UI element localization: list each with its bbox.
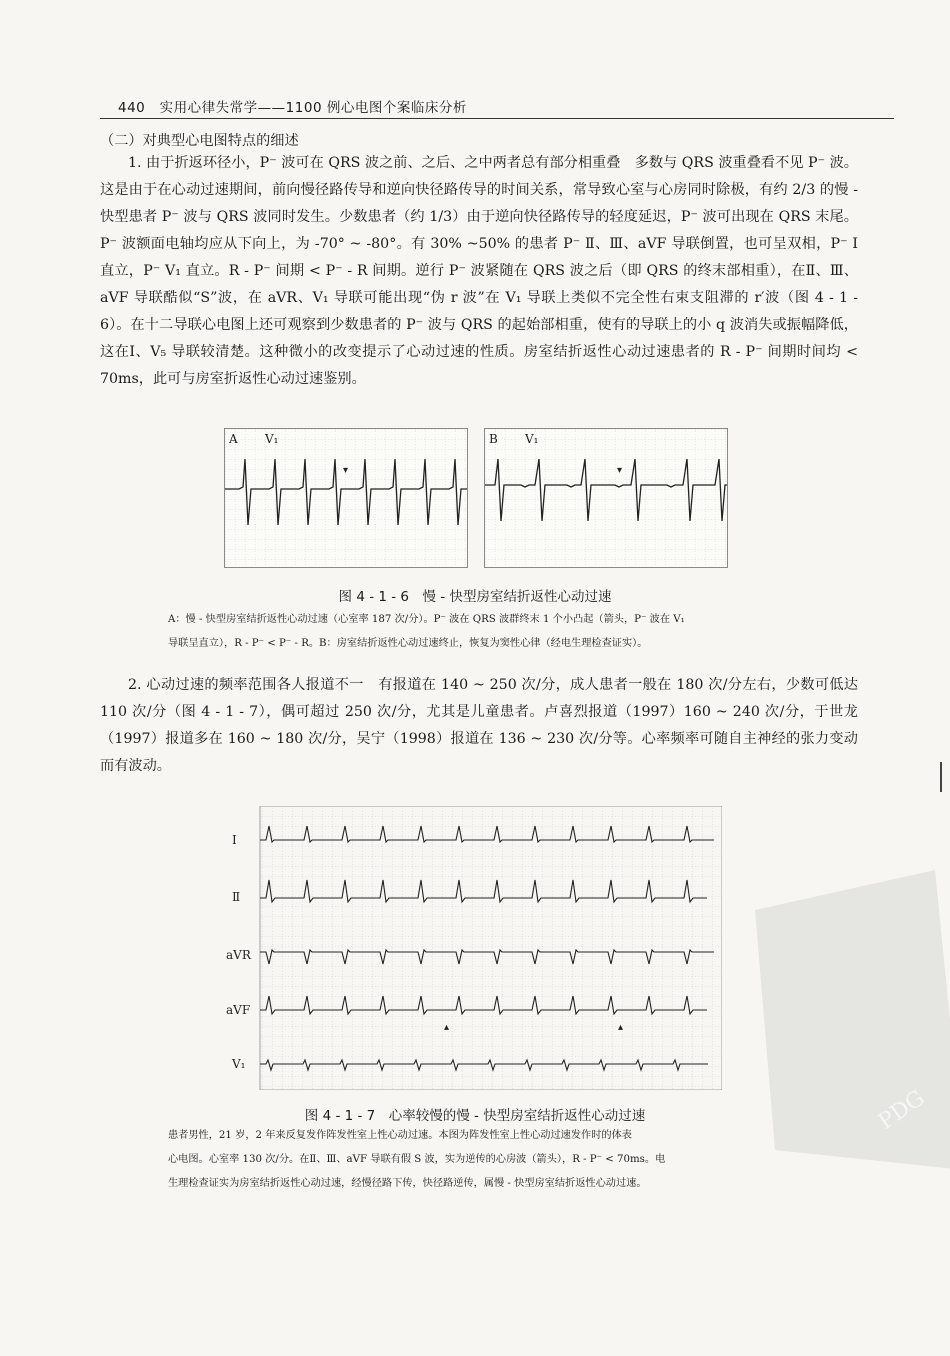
lead-label-aVF: aVF (226, 1003, 251, 1017)
ecg-panel-b-trace (485, 429, 727, 567)
figure6-caption-line1: A：慢 - 快型房室结折返性心动过速（心室率 187 次/分）。P⁻ 波在 QRS 波群终末 1 个小凸起（箭头，P⁻ 波在 V₁ (168, 614, 685, 625)
figure6-title: 图 4 - 1 - 6 慢 - 快型房室结折返性心动过速 (338, 589, 612, 605)
svg-text:▾: ▾ (617, 465, 623, 476)
lead-label-I: Ⅰ (232, 833, 237, 847)
panel-b-lead-label: V₁ (525, 432, 539, 446)
figure7-caption-line2: 心电图。心室率 130 次/分。在Ⅱ、Ⅲ、aVF 导联有假 S 波，实为逆传的心房波（箭头），R - P⁻ < 70ms。电 (168, 1154, 666, 1165)
paragraph-2: 2. 心动过速的频率范围各人报道不一 有报道在 140 ~ 250 次/分，成人患者一般在 180 次/分左右，少数可低达 110 次/分（图 4 - 1 - 7），偶可超过 250 次/分，尤其是儿童患者。卢喜烈报道（1997）160 ~ 240 次/分，于世龙（1997）报道多在 160 ~ 180 次/分，吴宁（1998）报道在 136 ~ 230 次/分等。心率频率可随自主神经的张力变动而有波动。 (100, 677, 858, 774)
figure7-caption-line3: 生理检查证实为房室结折返性心动过速，经慢径路下传，快径路逆传，属慢 - 快型房室结折返性心动过速。 (168, 1178, 647, 1189)
panel-a-label: A (229, 432, 238, 446)
svg-text:▴: ▴ (618, 1022, 624, 1033)
scan-edge-mark (940, 762, 942, 792)
figure7-caption-line1: 患者男性，21 岁，2 年来反复发作阵发性室上性心动过速。本图为阵发性室上性心动过速发作时的体表 (168, 1130, 632, 1141)
header-rule (100, 118, 894, 119)
book-title: 实用心律失常学——1100 例心电图个案临床分析 (159, 100, 467, 116)
ecg-12lead-figure (222, 806, 722, 1090)
lead-label-aVR: aVR (226, 948, 251, 962)
ecg-12lead-traces (222, 806, 722, 1090)
svg-text:▾: ▾ (343, 465, 349, 476)
ecg-panel-a-trace (225, 429, 467, 567)
figure6-caption-line2: 导联呈直立），R - P⁻ < P⁻ - R。B：房室结折返性心动过速终止，恢复为窦性心律（经电生理检查证实）。 (168, 638, 648, 649)
ecg-panel-b (484, 428, 728, 568)
page-number: 440 (118, 100, 146, 116)
paragraph-1: 1. 由于折返环径小，P⁻ 波可在 QRS 波之前、之后、之中两者总有部分相重叠 多数与 QRS 波重叠看不见 P⁻ 波。这是由于在心动过速期间，前向慢径路传导和逆向快径路传导的时间关系，常导致心室与心房同时除极，有约 2/3 的慢 - 快型患者 P⁻ 波与 QRS 波同时发生。少数患者（约 1/3）由于逆向快径路传导的轻度延迟，P⁻ 波可出现在 QRS 末尾。P⁻ 波额面电轴均应从下向上，为 -70° ~ -80°。有 30% ~50% 的患者 P⁻ Ⅱ、Ⅲ、aVF 导联倒置，也可呈双相，P⁻ Ⅰ 直立，P⁻ V₁ 直立。R - P⁻ 间期 < P⁻ - R 间期。逆行 P⁻ 波紧随在 QRS 波之后（即 QRS 的终末部相重），在Ⅱ、Ⅲ、aVF 导联酷似“S”波，在 aVR、V₁ 导联可能出现“伪 r 波”在 V₁ 导联上类似不完全性右束支阻滞的 r′波（图 4 - 1 - 6）。在十二导联心电图上还可观察到少数患者的 P⁻ 波与 QRS 的起始部相重，使有的导联上的小 q 波消失或振幅降低，这在Ⅰ、V₅ 导联较清楚。这种微小的改变提示了心动过速的性质。房室结折返性心动过速患者的 R - P⁻ 间期时间均 < 70ms，此可与房室折返性心动过速鉴别。 (100, 155, 858, 387)
library-watermark (735, 870, 950, 1170)
figure7-title: 图 4 - 1 - 7 心率较慢的慢 - 快型房室结折返性心动过速 (304, 1108, 646, 1124)
lead-label-II: Ⅱ (232, 890, 241, 904)
section-heading: （二）对典型心电图特点的细述 (100, 133, 299, 149)
watermark-text: PDG (874, 1085, 930, 1135)
running-header (118, 96, 467, 116)
panel-b-label: B (489, 432, 498, 446)
lead-label-V1: V₁ (232, 1057, 246, 1071)
ecg-panel-a (224, 428, 468, 568)
svg-text:▴: ▴ (444, 1022, 450, 1033)
panel-a-lead-label: V₁ (265, 432, 279, 446)
